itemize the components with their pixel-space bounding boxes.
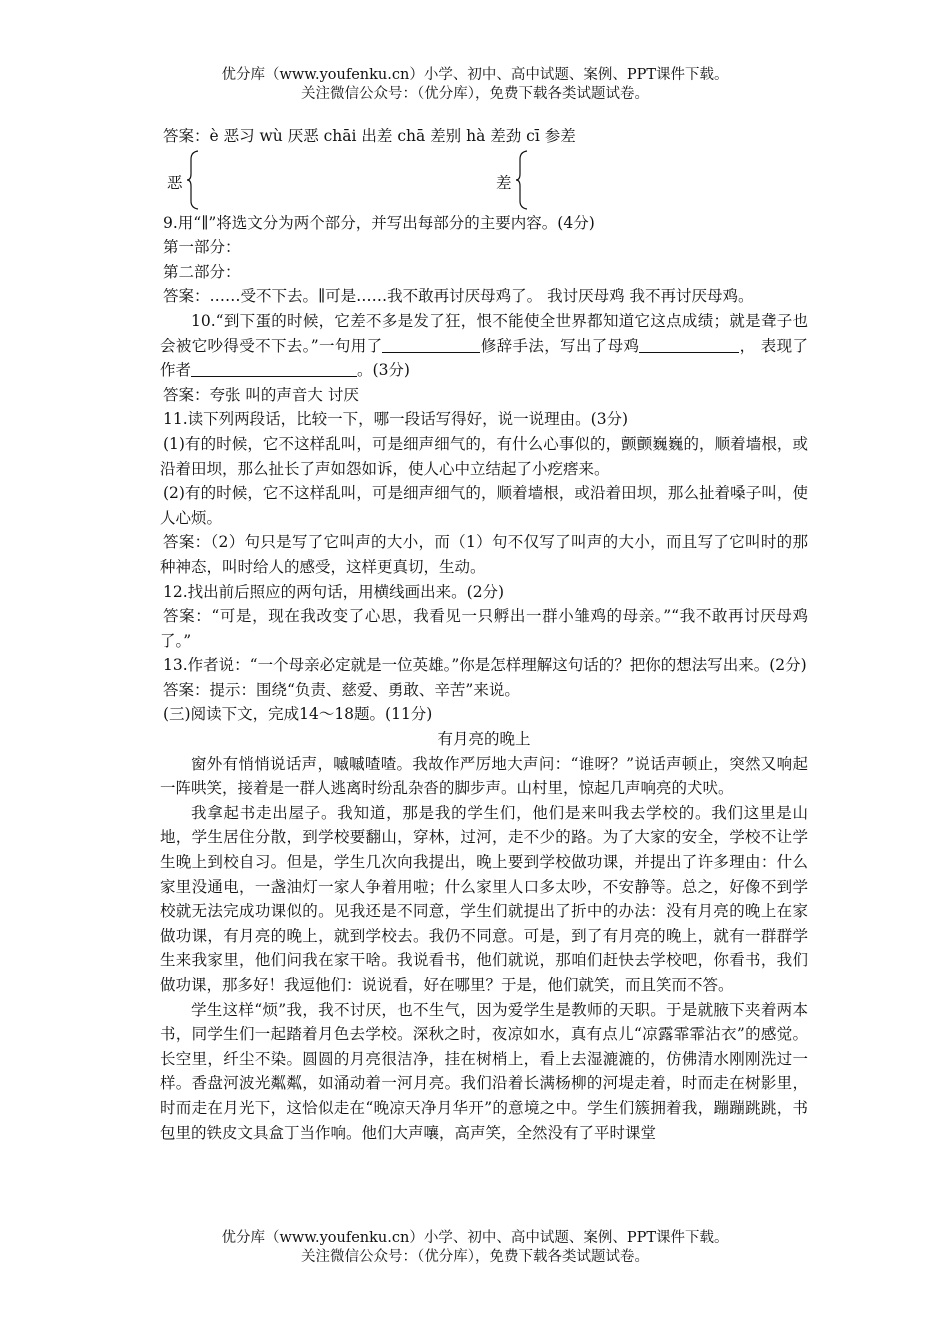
q9-question: 9.用“∥”将选文分为两个部分，并写出每部分的主要内容。(4分): [163, 213, 595, 232]
page-content: [160, 124, 808, 1145]
q10-text-a: 10.“到下蛋的时候，它差不多是发了狂，恨不能使全世界都知道它这点成绩；就是聋子也会被它吵得受不下去。”一句用了: [160, 311, 808, 355]
q11-answer: 答案：（2）句只是写了它叫声的大小，而（1）句不仅写了叫声的大小，而且写了它叫时的那种神态，叫时给人的感受，这样更真切，生动。: [160, 533, 808, 576]
header-line-1: 优分库（www.youfenku.cn）小学、初中、高中试题、案例、PPT课件下载。: [221, 67, 729, 83]
q12-answer: 答案：“可是，现在我改变了心思，我看见一只孵出一群小雏鸡的母亲。”“我不敢再讨厌母鸡了。”: [160, 607, 808, 650]
q10-blank-3: [191, 360, 357, 377]
article-paragraph-2: 我拿起书走出屋子。我知道，那是我的学生们，他们是来叫我去学校的。我们这里是山地，学生居住分散，到学校要翻山，穿林，过河，走不少的路。为了大家的安全，学校不让学生晚上到校自习。但是，学生几次向我提出，晚上要到学校做功课，并提出了许多理由：什么家里没通电，一盏油灯一家人争着用啦；什么家里人口多太吵，不安静等。总之，好像不到学校就无法完成功课似的。见我还是不同意，学生们就提出了折中的办法：没有月亮的晚上在家做功课，有月亮的晚上，就到学校去。我仍不同意。可是，到了有月亮的晚上，就有一群群学生来我家里，他们问我在家干啥。我说看书，他们就说，那咱们赶快去学校吧，你看书，我们做功课，那多好！我逗他们：说说看，好在哪里？于是，他们就笑，而且笑而不答。: [160, 803, 808, 994]
q13-question: 13.作者说：“一个母亲必定就是一位英雄。”你是怎样理解这句话的？把你的想法写出来。(2分): [163, 656, 807, 675]
footer-line-2: 关注微信公众号：（优分库），免费下载各类试题试卷。: [301, 1249, 649, 1265]
article-title: 有月亮的晚上: [437, 730, 531, 749]
q9-part2: 第二部分：: [163, 262, 241, 281]
page-footer: [0, 1229, 950, 1267]
left-brace-icon: [515, 149, 529, 211]
q10-blank-1: [382, 336, 480, 353]
q10-answer: 答案：夸张 叫的声音大 讨厌: [163, 385, 359, 404]
q10-text-d: 。(3分): [357, 361, 410, 380]
brace-char-cha: 差: [496, 173, 512, 192]
q10-text-c: ， 表现了作者: [160, 336, 808, 380]
article-paragraph-3: 学生这样“烦”我，我不讨厌，也不生气，因为爱学生是教师的天职。于是就腋下夹着两本书，同学生们一起踏着月色去学校。深秋之时，夜凉如水，真有点儿“凉露霏霏沾衣”的感觉。长空里，纤尘不染。圆圆的月亮很洁净，挂在树梢上，看上去湿漉漉的，仿佛清水刚刚洗过一样。香盘河波光粼粼，如涌动着一河月亮。我们沿着长满杨柳的河堤走着，时而走在树影里，时而走在月光下，这恰似走在“晚凉天净月华开”的意境之中。学生们簇拥着我，蹦蹦跳跳，书包里的铁皮文具盒丁当作响。他们大声嚷，高声笑，全然没有了平时课堂: [160, 1000, 808, 1142]
q10-text-b: 修辞手法，写出了母鸡: [480, 336, 640, 355]
article-paragraph-1: 窗外有悄悄说话声，嘁嘁喳喳。我故作严厉地大声问：“谁呀？”说话声顿止，突然又响起一阵哄笑，接着是一群人逃离时纷乱杂沓的脚步声。山村里，惊起几声响亮的犬吠。: [160, 754, 808, 798]
footer-line-1: 优分库（www.youfenku.cn）小学、初中、高中试题、案例、PPT课件下载。: [221, 1230, 729, 1246]
header-line-2: 关注微信公众号：（优分库），免费下载各类试题试卷。: [301, 86, 649, 102]
q11-sentence-2: (2)有的时候，它不这样乱叫，可是细声细气的，顺着墙根，或沿着田坝，那么扯着嗓子叫，使人心烦。: [160, 484, 808, 527]
brace-char-e: 恶: [167, 173, 183, 192]
page-header: [0, 66, 950, 104]
section3-intro: (三)阅读下文，完成14～18题。(11分): [163, 705, 433, 724]
q9-answer: 答案：……受不下去。∥可是……我不敢再讨厌母鸡了。 我讨厌母鸡 我不再讨厌母鸡。: [163, 287, 754, 306]
q11-sentence-1: (1)有的时候，它不这样乱叫，可是细声细气的，有什么心事似的，颤颤巍巍的，顺着墙根，或沿着田坝，那么扯长了声如怨如诉，使人心中立结起了小疙瘩来。: [160, 434, 808, 478]
q10-question: [160, 309, 808, 383]
left-brace-icon: [186, 149, 200, 211]
q9-part1: 第一部分：: [163, 238, 241, 257]
q8-answer: 答案：è 恶习 wù 厌恶 chāi 出差 chā 差别 hà 差劲 cī 参差: [163, 127, 576, 145]
q13-answer: 答案：提示：围绕“负责、慈爱、勇敢、辛苦”来说。: [163, 680, 520, 699]
q12-question: 12.找出前后照应的两句话，用横线画出来。(2分): [163, 582, 505, 601]
q11-question: 11.读下列两段话，比较一下，哪一段话写得好，说一说理由。(3分): [163, 410, 629, 429]
q10-blank-2: [639, 336, 739, 353]
brace-group: [160, 149, 808, 211]
